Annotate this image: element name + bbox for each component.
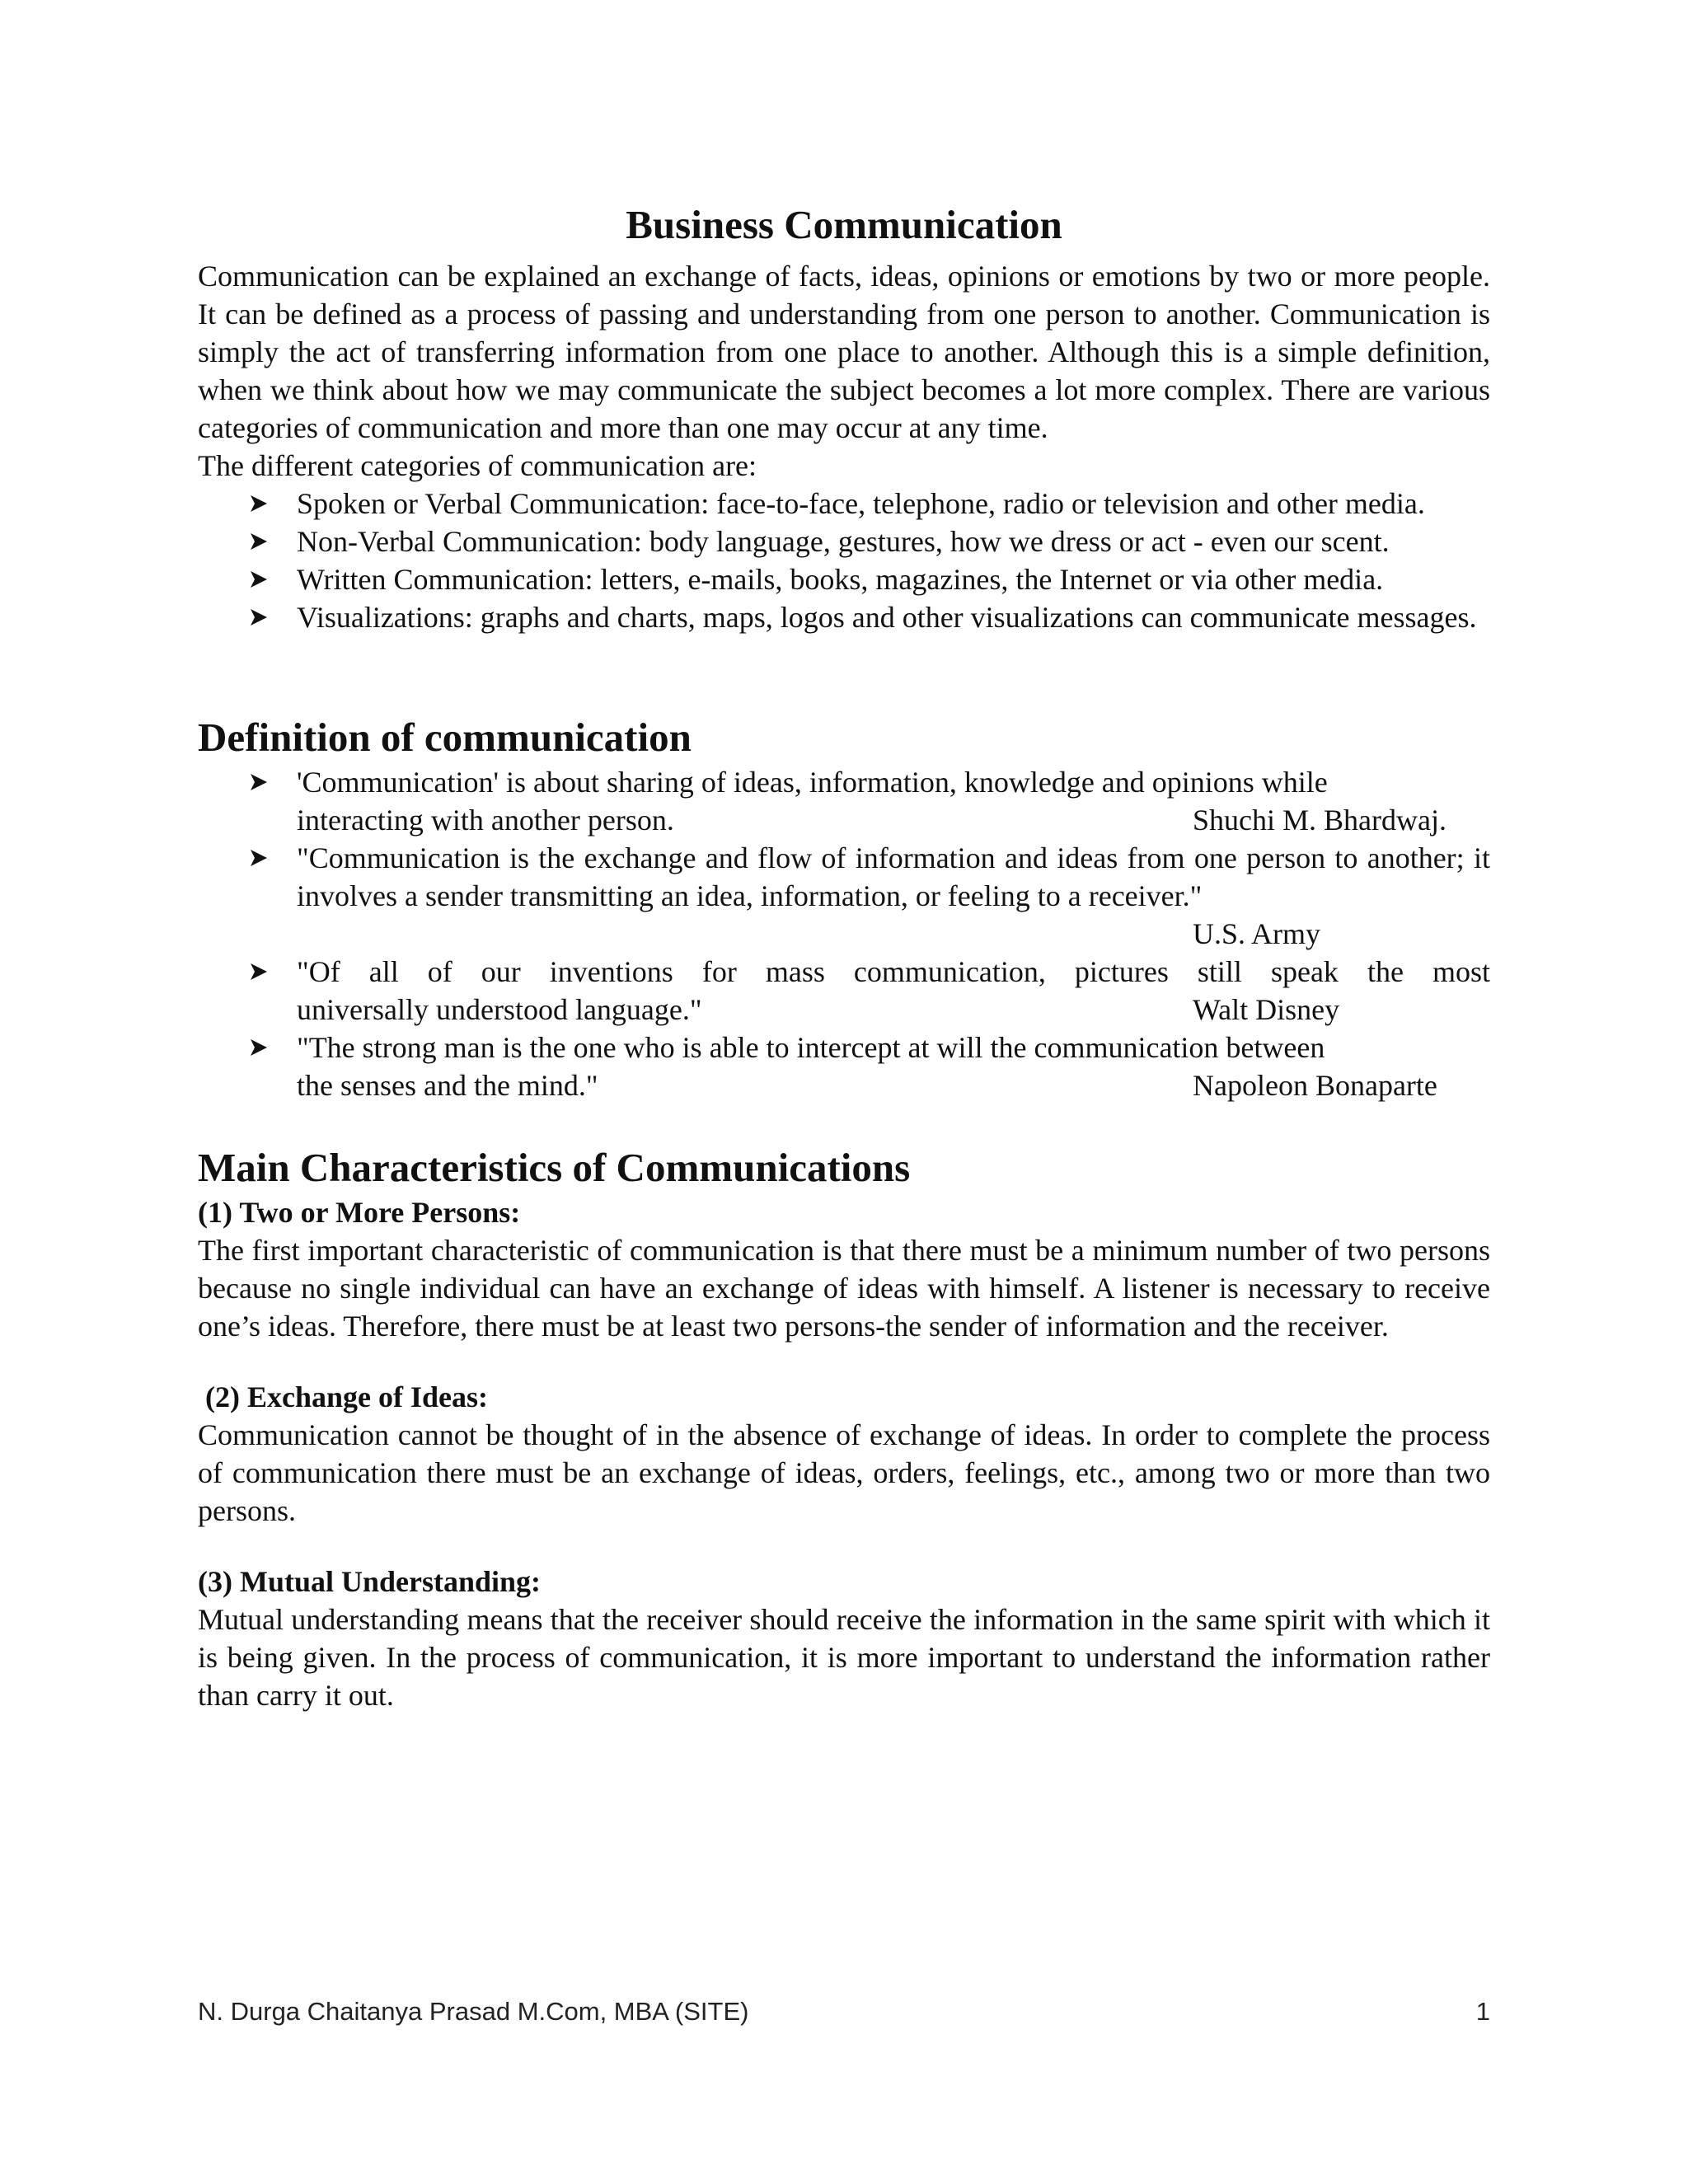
page-title: Business Communication [626, 202, 1062, 247]
list-item [297, 598, 1490, 636]
characteristic-section [198, 1378, 1490, 1530]
footer-author: N. Durga Chaitanya Prasad M.Com, MBA (SITE) [198, 1997, 749, 2026]
category-text: Spoken or Verbal Communication: face-to-face, telephone, radio or television and other media. [297, 487, 1425, 520]
category-text: Visualizations: graphs and charts, maps, logos and other visualizations can communicate messages. [297, 601, 1477, 634]
arrow-bullet-icon [249, 1029, 274, 1066]
definitions-list [198, 763, 1490, 1104]
list-item [297, 763, 1490, 839]
definition-quote-line: 'Communication' is about sharing of ideas, information, knowledge and opinions while [297, 766, 1328, 799]
characteristics-heading: Main Characteristics of Communications [198, 1145, 911, 1190]
arrow-bullet-icon [249, 839, 274, 877]
characteristic-text: Mutual understanding means that the receiver should receive the information in the same spirit with which it is being given. In the process of communication, it is more important to understand the information rather than carry it out. [198, 1603, 1490, 1712]
arrow-bullet-icon [249, 763, 274, 801]
definition-author: Napoleon Bonaparte [1193, 1069, 1437, 1102]
characteristic-section [198, 1193, 1490, 1345]
list-item [297, 1029, 1490, 1104]
list-item [297, 953, 1490, 1029]
definition-quote-line: "Of all of our inventions for mass communication, pictures still speak the most [297, 955, 1490, 988]
definition-quote-line: universally understood language." [297, 993, 702, 1026]
list-item [297, 839, 1490, 953]
list-item [297, 485, 1490, 523]
definition-quote-line: the senses and the mind." [297, 1069, 598, 1102]
categories-lead: The different categories of communication are: [198, 449, 757, 482]
definition-quote: "Communication is the exchange and flow of information and ideas from one person to another; it involves a sender transmitting an idea, information, or feeling to a receiver." [297, 841, 1490, 912]
definition-heading: Definition of communication [198, 715, 692, 760]
characteristic-title: (3) Mutual Understanding: [198, 1565, 542, 1598]
arrow-bullet-icon [249, 953, 274, 991]
list-item [297, 560, 1490, 598]
characteristic-section [198, 1563, 1490, 1714]
category-text: Written Communication: letters, e-mails, books, magazines, the Internet or via other media. [297, 563, 1384, 596]
category-text: Non-Verbal Communication: body language, gestures, how we dress or act - even our scent. [297, 525, 1390, 558]
arrow-bullet-icon [249, 560, 274, 598]
arrow-bullet-icon [249, 523, 274, 560]
definition-author: U.S. Army [1193, 917, 1321, 950]
characteristic-text: Communication cannot be thought of in the absence of exchange of ideas. In order to complete the process of communication there must be an exchange of ideas, orders, feelings, etc., among two or more than two persons. [198, 1418, 1490, 1527]
page-footer [198, 1997, 1490, 2027]
categories-list [198, 485, 1490, 636]
definition-author: Shuchi M. Bhardwaj. [1193, 804, 1447, 837]
characteristic-title: (2) Exchange of Ideas: [198, 1380, 488, 1413]
document-page [198, 194, 1490, 1714]
characteristic-text: The first important characteristic of communication is that there must be a minimum number of two persons because no single individual can have an exchange of ideas with himself. A listener is necessary to receive one’s ideas. Therefore, there must be at least two persons-the sender of information and the receiver. [198, 1234, 1490, 1343]
definition-author: Walt Disney [1193, 993, 1340, 1026]
page-number: 1 [1475, 1997, 1490, 2026]
intro-paragraph: Communication can be explained an exchange of facts, ideas, opinions or emotions by two or more people. It can be defined as a process of passing and understanding from one person to another. Communication is simply the act of transferring information from one place to another. Although this is a simple definition, when we think about how we may communicate the subject becomes a lot more complex. There are various categories of communication and more than one may occur at any time. [198, 260, 1490, 444]
arrow-bullet-icon [249, 598, 274, 636]
characteristic-title: (1) Two or More Persons: [198, 1196, 521, 1229]
arrow-bullet-icon [249, 485, 274, 523]
definition-quote-line: interacting with another person. [297, 804, 674, 837]
list-item [297, 523, 1490, 560]
definition-quote-line: "The strong man is the one who is able to intercept at will the communication between [297, 1031, 1325, 1064]
